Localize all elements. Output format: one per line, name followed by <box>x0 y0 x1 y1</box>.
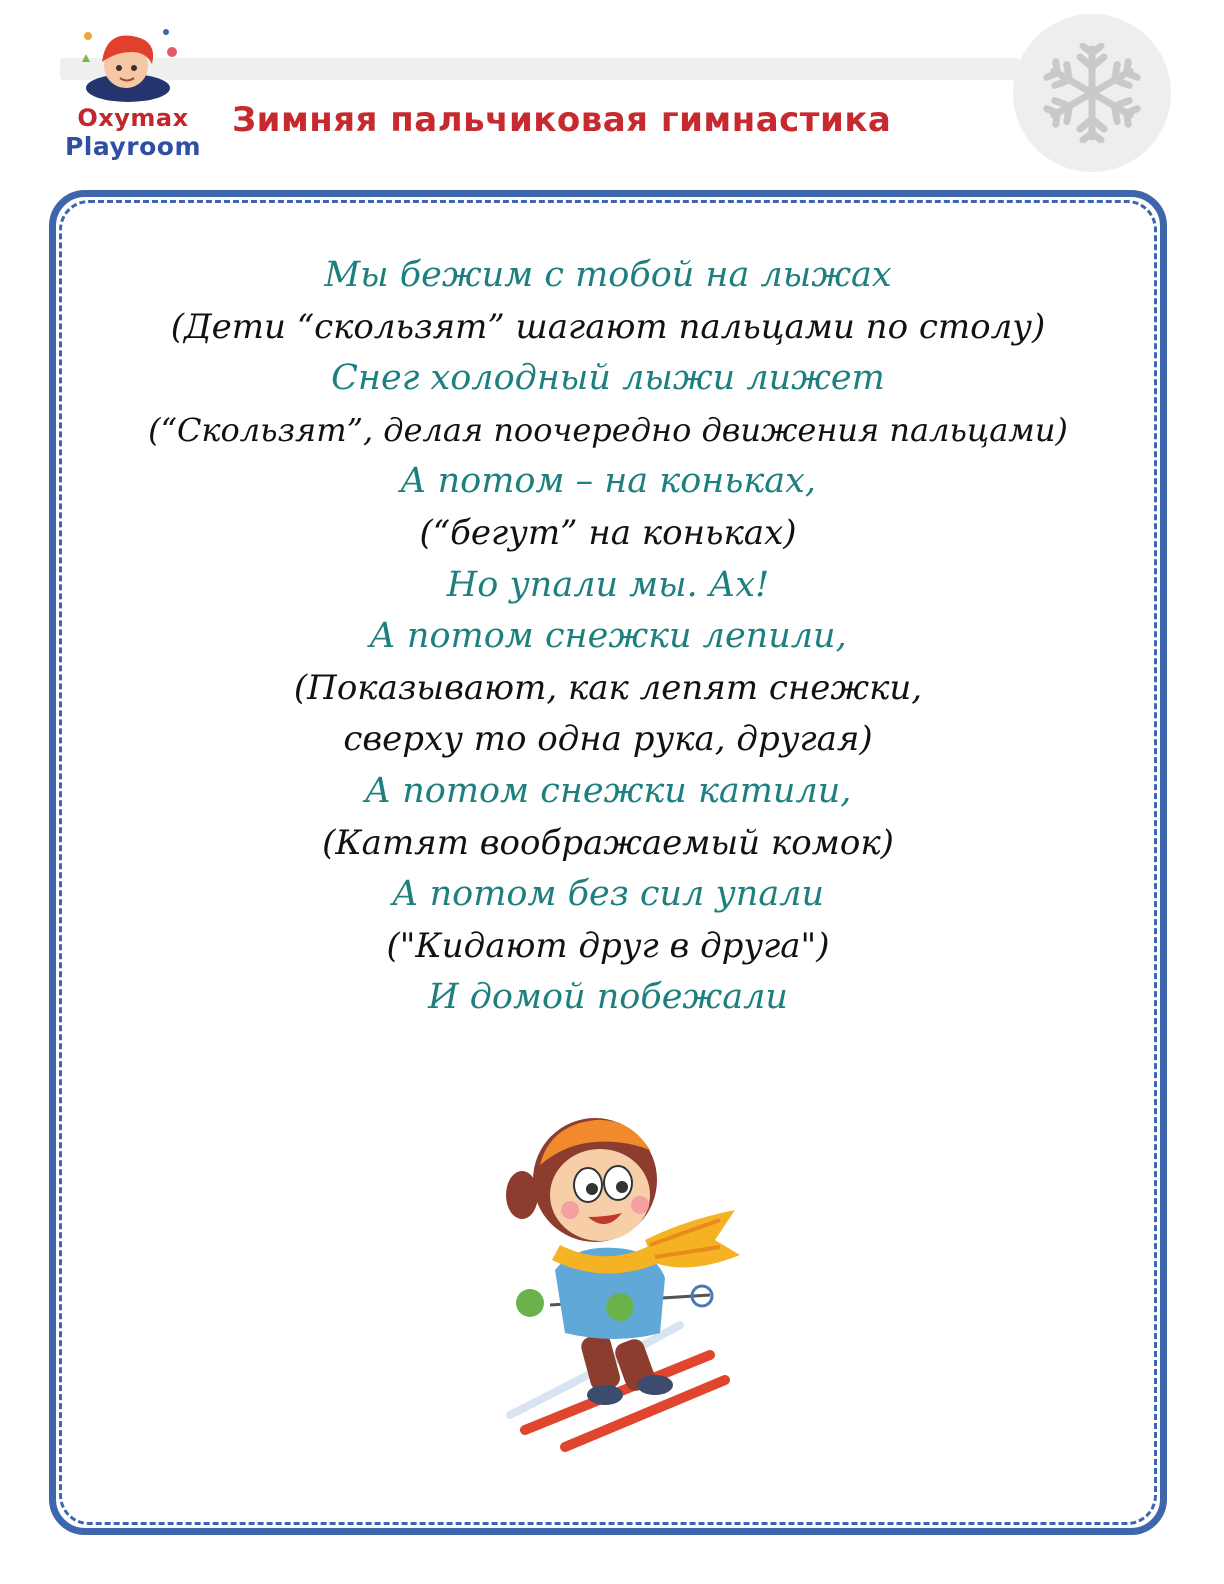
poem-action-line: (“Скользят”, делая поочередно движения пальцами) <box>148 410 1068 449</box>
poem-action-line: ("Кидают друг в друга") <box>386 925 830 966</box>
poem-action-line: (“бегут” на коньках) <box>419 512 797 553</box>
snowflake-icon <box>1042 43 1142 143</box>
skier-child-illustration <box>470 1085 770 1455</box>
poem-action-line: сверху то одна рука, другая) <box>343 719 873 760</box>
poem-action-line: (Показывают, как лепят снежки, <box>293 667 923 708</box>
logo <box>48 22 208 172</box>
page-title: Зимняя пальчиковая гимнастика <box>232 100 892 140</box>
poem-verse-line: А потом без сил упали <box>391 874 825 915</box>
poem-verse-line: А потом снежки катили, <box>364 770 852 811</box>
logo-text-oxymax: Oxymax <box>77 104 189 132</box>
poem-action-line: (Дети “скользят” шагают пальцами по столу) <box>170 306 1046 347</box>
poem-verse-line: Снег холодный лыжи лижет <box>331 358 885 399</box>
poem-verse-line: А потом снежки лепили, <box>369 616 847 657</box>
logo-text-playroom: Playroom <box>64 132 202 161</box>
snowflake-badge <box>1013 14 1171 172</box>
poem-verse-line: И домой побежали <box>428 977 788 1018</box>
poem <box>58 250 1158 1024</box>
poem-verse-line: Мы бежим с тобой на лыжах <box>324 255 892 295</box>
poem-verse-line: Но упали мы. Ах! <box>446 564 770 605</box>
boy-logo-icon <box>68 22 188 104</box>
poem-action-line: (Катят воображаемый комок) <box>322 822 894 863</box>
poem-verse-line: А потом – на коньках, <box>399 461 817 502</box>
